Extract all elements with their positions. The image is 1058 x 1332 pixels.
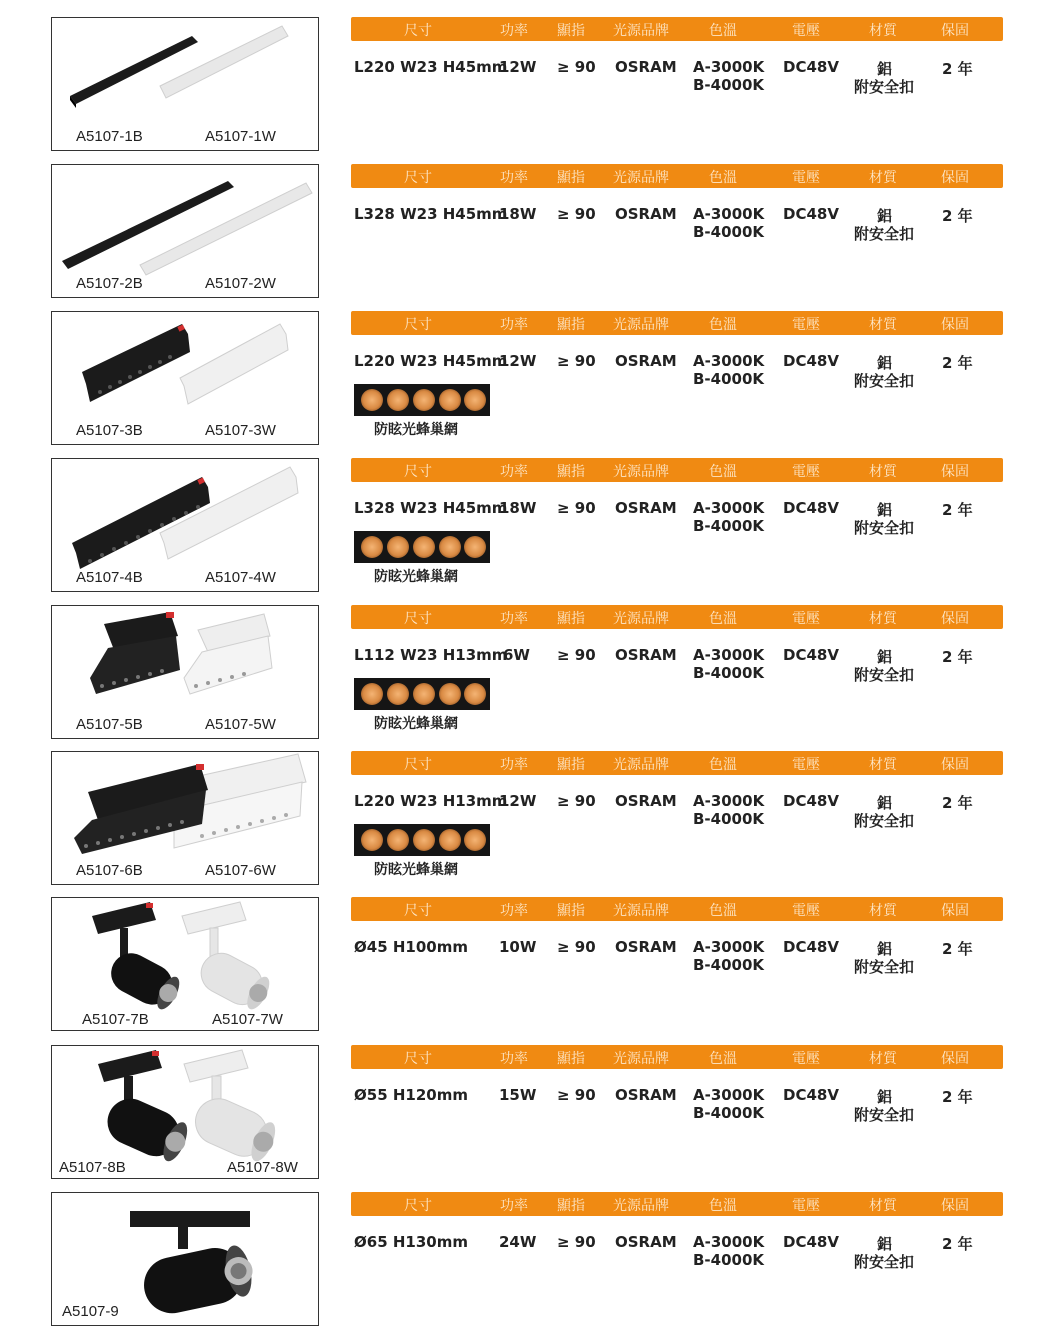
header-voltage: 電壓 (792, 23, 820, 39)
spec-safety-clip: 附安全扣 (854, 1253, 915, 1271)
product-code-white: A5107-4W (205, 569, 276, 586)
honeycomb-grid-image (354, 678, 490, 710)
header-warranty: 保固 (941, 170, 969, 186)
header-power: 功率 (500, 903, 528, 919)
header-voltage: 電壓 (792, 170, 820, 186)
spec-voltage: DC48V (783, 792, 839, 810)
product-image-frame (51, 458, 319, 592)
spec-warranty: 2 年 (942, 354, 973, 372)
spec-temp-b: B-4000K (693, 1104, 765, 1122)
spec-safety-clip: 附安全扣 (854, 225, 915, 243)
header-power: 功率 (500, 1051, 528, 1067)
spec-cri: ≥ 90 (557, 646, 596, 664)
header-material: 材質 (869, 23, 897, 39)
spec-header (351, 897, 1003, 921)
spec-header (351, 17, 1003, 41)
header-voltage: 電壓 (792, 611, 820, 627)
product-row-1 (0, 17, 1058, 157)
header-color-temp: 色溫 (709, 170, 737, 186)
spec-power: 12W (499, 352, 537, 370)
product-image-frame (51, 17, 319, 151)
product-image-frame (51, 897, 319, 1031)
spec-temp-b: B-4000K (693, 810, 765, 828)
header-warranty: 保固 (941, 1051, 969, 1067)
spec-cri: ≥ 90 (557, 58, 596, 76)
spec-size: Ø55 H120mm (354, 1086, 468, 1104)
spec-warranty: 2 年 (942, 794, 973, 812)
product-code-black: A5107-5B (76, 716, 143, 733)
spec-brand: OSRAM (615, 1233, 677, 1251)
spec-power: 12W (499, 792, 537, 810)
product-code: A5107-9 (62, 1303, 119, 1320)
product-image-frame (51, 164, 319, 298)
product-row-8 (0, 1045, 1058, 1185)
product-row-9 (0, 1192, 1058, 1332)
spec-voltage: DC48V (783, 205, 839, 223)
product-code-white: A5107-2W (205, 275, 276, 292)
spec-temp-b: B-4000K (693, 956, 765, 974)
spec-material: 鋁 (877, 940, 893, 958)
header-warranty: 保固 (941, 464, 969, 480)
product-code-black: A5107-8B (59, 1159, 126, 1176)
header-size: 尺寸 (404, 170, 432, 186)
header-brand: 光源品牌 (613, 1051, 669, 1067)
spec-temp-a: A-3000K (693, 58, 765, 76)
header-color-temp: 色溫 (709, 317, 737, 333)
header-color-temp: 色溫 (709, 757, 737, 773)
spec-power: 24W (499, 1233, 537, 1251)
spec-header (351, 751, 1003, 775)
product-code-white: A5107-8W (227, 1159, 298, 1176)
spec-cri: ≥ 90 (557, 205, 596, 223)
spec-voltage: DC48V (783, 646, 839, 664)
header-size: 尺寸 (404, 23, 432, 39)
spec-header (351, 605, 1003, 629)
product-image-frame (51, 751, 319, 885)
product-code-black: A5107-2B (76, 275, 143, 292)
spec-size: L220 W23 H45mm (354, 352, 508, 370)
spec-warranty: 2 年 (942, 207, 973, 225)
spec-temp-a: A-3000K (693, 1086, 765, 1104)
product-code-black: A5107-7B (82, 1011, 149, 1028)
spec-warranty: 2 年 (942, 60, 973, 78)
spec-temp-a: A-3000K (693, 938, 765, 956)
spec-power: 6W (503, 646, 530, 664)
spec-safety-clip: 附安全扣 (854, 372, 915, 390)
product-code-black: A5107-6B (76, 862, 143, 879)
header-size: 尺寸 (404, 317, 432, 333)
spec-material: 鋁 (877, 794, 893, 812)
spec-brand: OSRAM (615, 1086, 677, 1104)
honeycomb-grid-caption: 防眩光蜂巢網 (374, 862, 458, 878)
spec-header (351, 311, 1003, 335)
spec-header (351, 458, 1003, 482)
spec-power: 15W (499, 1086, 537, 1104)
header-brand: 光源品牌 (613, 903, 669, 919)
header-brand: 光源品牌 (613, 611, 669, 627)
spec-header (351, 164, 1003, 188)
header-brand: 光源品牌 (613, 757, 669, 773)
product-code-white: A5107-5W (205, 716, 276, 733)
spec-cri: ≥ 90 (557, 938, 596, 956)
spec-power: 18W (499, 205, 537, 223)
header-size: 尺寸 (404, 1198, 432, 1214)
spec-warranty: 2 年 (942, 648, 973, 666)
header-cri: 顯指 (557, 170, 585, 186)
header-cri: 顯指 (557, 903, 585, 919)
product-row-7 (0, 897, 1058, 1037)
product-code-black: A5107-3B (76, 422, 143, 439)
spec-brand: OSRAM (615, 792, 677, 810)
spec-temp-a: A-3000K (693, 646, 765, 664)
product-row-4 (0, 458, 1058, 598)
spec-temp-b: B-4000K (693, 517, 765, 535)
spec-material: 鋁 (877, 648, 893, 666)
spec-voltage: DC48V (783, 1233, 839, 1251)
header-cri: 顯指 (557, 1198, 585, 1214)
spec-power: 10W (499, 938, 537, 956)
header-voltage: 電壓 (792, 1051, 820, 1067)
spec-temp-b: B-4000K (693, 1251, 765, 1269)
header-brand: 光源品牌 (613, 1198, 669, 1214)
header-power: 功率 (500, 611, 528, 627)
header-voltage: 電壓 (792, 317, 820, 333)
spec-safety-clip: 附安全扣 (854, 958, 915, 976)
spec-temp-a: A-3000K (693, 205, 765, 223)
header-material: 材質 (869, 464, 897, 480)
spec-temp-b: B-4000K (693, 664, 765, 682)
spec-size: Ø45 H100mm (354, 938, 468, 956)
product-row-5 (0, 605, 1058, 745)
spec-cri: ≥ 90 (557, 792, 596, 810)
header-size: 尺寸 (404, 757, 432, 773)
header-material: 材質 (869, 170, 897, 186)
spec-cri: ≥ 90 (557, 352, 596, 370)
spec-warranty: 2 年 (942, 940, 973, 958)
header-size: 尺寸 (404, 1051, 432, 1067)
spec-voltage: DC48V (783, 1086, 839, 1104)
product-row-2 (0, 164, 1058, 304)
header-power: 功率 (500, 757, 528, 773)
honeycomb-grid-image (354, 824, 490, 856)
spec-safety-clip: 附安全扣 (854, 1106, 915, 1124)
spec-brand: OSRAM (615, 58, 677, 76)
spec-size: Ø65 H130mm (354, 1233, 468, 1251)
header-warranty: 保固 (941, 611, 969, 627)
header-color-temp: 色溫 (709, 903, 737, 919)
header-cri: 顯指 (557, 611, 585, 627)
header-voltage: 電壓 (792, 903, 820, 919)
honeycomb-grid-image (354, 531, 490, 563)
spec-cri: ≥ 90 (557, 1086, 596, 1104)
spec-brand: OSRAM (615, 938, 677, 956)
header-power: 功率 (500, 170, 528, 186)
spec-warranty: 2 年 (942, 501, 973, 519)
spec-brand: OSRAM (615, 646, 677, 664)
spec-brand: OSRAM (615, 205, 677, 223)
header-warranty: 保固 (941, 757, 969, 773)
header-power: 功率 (500, 1198, 528, 1214)
product-code-white: A5107-3W (205, 422, 276, 439)
spec-warranty: 2 年 (942, 1235, 973, 1253)
spec-temp-b: B-4000K (693, 370, 765, 388)
spec-voltage: DC48V (783, 499, 839, 517)
spec-material: 鋁 (877, 60, 893, 78)
product-code-black: A5107-4B (76, 569, 143, 586)
header-size: 尺寸 (404, 903, 432, 919)
header-material: 材質 (869, 1198, 897, 1214)
header-warranty: 保固 (941, 317, 969, 333)
spec-size: L112 W23 H13mm (354, 646, 508, 664)
spec-temp-b: B-4000K (693, 223, 765, 241)
spec-size: L328 W23 H45mm (354, 205, 508, 223)
header-material: 材質 (869, 903, 897, 919)
header-brand: 光源品牌 (613, 464, 669, 480)
spec-voltage: DC48V (783, 58, 839, 76)
spec-cri: ≥ 90 (557, 499, 596, 517)
header-material: 材質 (869, 757, 897, 773)
spec-power: 18W (499, 499, 537, 517)
header-voltage: 電壓 (792, 1198, 820, 1214)
header-size: 尺寸 (404, 464, 432, 480)
honeycomb-grid-caption: 防眩光蜂巢網 (374, 422, 458, 438)
spec-safety-clip: 附安全扣 (854, 78, 915, 96)
product-row-3 (0, 311, 1058, 451)
spec-voltage: DC48V (783, 938, 839, 956)
spec-brand: OSRAM (615, 352, 677, 370)
header-power: 功率 (500, 464, 528, 480)
header-brand: 光源品牌 (613, 170, 669, 186)
spec-size: L220 W23 H13mm (354, 792, 508, 810)
header-cri: 顯指 (557, 23, 585, 39)
spec-brand: OSRAM (615, 499, 677, 517)
spec-temp-a: A-3000K (693, 1233, 765, 1251)
header-color-temp: 色溫 (709, 1051, 737, 1067)
product-image-frame (51, 1045, 319, 1179)
spec-voltage: DC48V (783, 352, 839, 370)
spec-temp-a: A-3000K (693, 792, 765, 810)
spec-safety-clip: 附安全扣 (854, 812, 915, 830)
header-warranty: 保固 (941, 1198, 969, 1214)
header-warranty: 保固 (941, 903, 969, 919)
header-color-temp: 色溫 (709, 23, 737, 39)
honeycomb-grid-image (354, 384, 490, 416)
header-cri: 顯指 (557, 464, 585, 480)
spec-material: 鋁 (877, 207, 893, 225)
header-color-temp: 色溫 (709, 1198, 737, 1214)
product-row-6 (0, 751, 1058, 891)
product-code-white: A5107-6W (205, 862, 276, 879)
header-material: 材質 (869, 611, 897, 627)
spec-material: 鋁 (877, 1088, 893, 1106)
header-cri: 顯指 (557, 317, 585, 333)
product-image-frame (51, 1192, 319, 1326)
product-image-frame (51, 605, 319, 739)
header-warranty: 保固 (941, 23, 969, 39)
header-color-temp: 色溫 (709, 464, 737, 480)
header-voltage: 電壓 (792, 464, 820, 480)
header-material: 材質 (869, 317, 897, 333)
product-code-white: A5107-7W (212, 1011, 283, 1028)
header-cri: 顯指 (557, 1051, 585, 1067)
spec-material: 鋁 (877, 1235, 893, 1253)
honeycomb-grid-caption: 防眩光蜂巢網 (374, 569, 458, 585)
product-image-frame (51, 311, 319, 445)
spec-safety-clip: 附安全扣 (854, 666, 915, 684)
spec-header (351, 1192, 1003, 1216)
header-color-temp: 色溫 (709, 611, 737, 627)
spec-safety-clip: 附安全扣 (854, 519, 915, 537)
header-brand: 光源品牌 (613, 317, 669, 333)
spec-header (351, 1045, 1003, 1069)
header-size: 尺寸 (404, 611, 432, 627)
product-code-black: A5107-1B (76, 128, 143, 145)
spec-power: 12W (499, 58, 537, 76)
spec-warranty: 2 年 (942, 1088, 973, 1106)
header-voltage: 電壓 (792, 757, 820, 773)
spec-size: L328 W23 H45mm (354, 499, 508, 517)
spec-cri: ≥ 90 (557, 1233, 596, 1251)
spec-temp-a: A-3000K (693, 352, 765, 370)
header-power: 功率 (500, 23, 528, 39)
spec-material: 鋁 (877, 501, 893, 519)
product-code-white: A5107-1W (205, 128, 276, 145)
spec-material: 鋁 (877, 354, 893, 372)
header-cri: 顯指 (557, 757, 585, 773)
header-power: 功率 (500, 317, 528, 333)
honeycomb-grid-caption: 防眩光蜂巢網 (374, 716, 458, 732)
spec-temp-b: B-4000K (693, 76, 765, 94)
spec-size: L220 W23 H45mm (354, 58, 508, 76)
header-material: 材質 (869, 1051, 897, 1067)
spec-temp-a: A-3000K (693, 499, 765, 517)
header-brand: 光源品牌 (613, 23, 669, 39)
